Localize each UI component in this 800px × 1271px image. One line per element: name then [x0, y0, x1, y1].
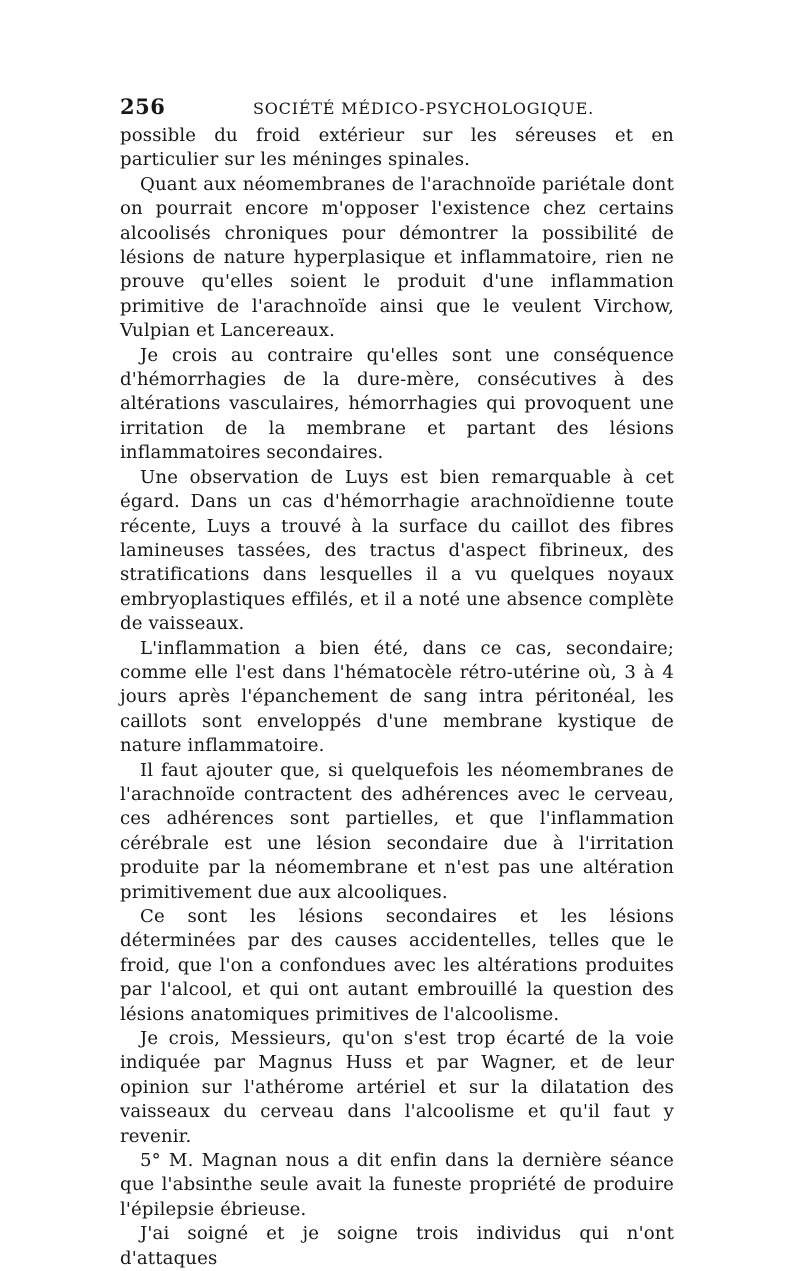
book-page: [120, 90, 674, 1271]
journal-title: SOCIÉTÉ MÉDICO-PSYCHOLOGIQUE.: [253, 99, 595, 118]
paragraph: J'ai soigné et je soigne trois individus qui n'ont d'attaques: [120, 1223, 674, 1269]
body-text: [120, 124, 674, 1271]
paragraph: Ce sont les lésions secondaires et les lésions déterminées par des causes accidentelles, telles que le froid, que l'on a confondues avec les altérations produites par l'alcool, et qui ont autant embrouillé la question des lésions anatomiques primitives de l'alcoolisme.: [120, 906, 674, 1025]
page-number: 256: [120, 94, 166, 119]
paragraph: Quant aux néomembranes de l'arachnoïde pariétale dont on pourrait encore m'opposer l'existence chez certains alcoolisés chroniques pour démontrer la possibilité de lésions de nature hyperplasique et inflammatoire, rien ne prouve qu'elles soient le produit d'une inflammation primitive de l'arachnoïde ainsi que le veulent Virchow, Vulpian et Lancereaux.: [120, 173, 674, 342]
running-head: [120, 90, 674, 124]
paragraph: L'inflammation a bien été, dans ce cas, secondaire; comme elle l'est dans l'hématocèle rétro-utérine où, 3 à 4 jours après l'épanchement de sang intra péritonéal, les caillots sont enveloppés d'une membrane kystique de nature inflammatoire.: [120, 637, 674, 757]
paragraph: Une observation de Luys est bien remarquable à cet égard. Dans un cas d'hémorrhagie arachnoïdienne toute récente, Luys a trouvé à la surface du caillot des fibres lamineuses tassées, des tractus d'aspect fibrineux, des stratifications dans lesquelles il a vu quelques noyaux embryoplastiques effilés, et il a noté une absence complète de vaisseaux.: [120, 466, 674, 635]
paragraph: 5° M. Magnan nous a dit enfin dans la dernière séance que l'absinthe seule avait la funeste propriété de produire l'épilepsie ébrieuse.: [120, 1150, 674, 1220]
paragraph: Il faut ajouter que, si quelquefois les néomembranes de l'arachnoïde contractent des adhérences avec le cerveau, ces adhérences sont partielles, et que l'inflammation cérébrale est une lésion secondaire due à l'irritation produite par la néomembrane et n'est pas une altération primitivement due aux alcooliques.: [120, 759, 674, 903]
paragraph: Je crois au contraire qu'elles sont une conséquence d'hémorrhagies de la dure-mère, consécutives à des altérations vasculaires, hémorrhagies qui provoquent une irritation de la membrane et partant des lésions inflammatoires secondaires.: [120, 344, 674, 464]
paragraph: Je crois, Messieurs, qu'on s'est trop écarté de la voie indiquée par Magnus Huss et par Wagner, et de leur opinion sur l'athérome artériel et sur la dilatation des vaisseaux du cerveau dans l'alcoolisme et qu'il faut y revenir.: [120, 1028, 674, 1147]
paragraph: possible du froid extérieur sur les séreuses et en particulier sur les méninges spinales.: [120, 125, 674, 171]
